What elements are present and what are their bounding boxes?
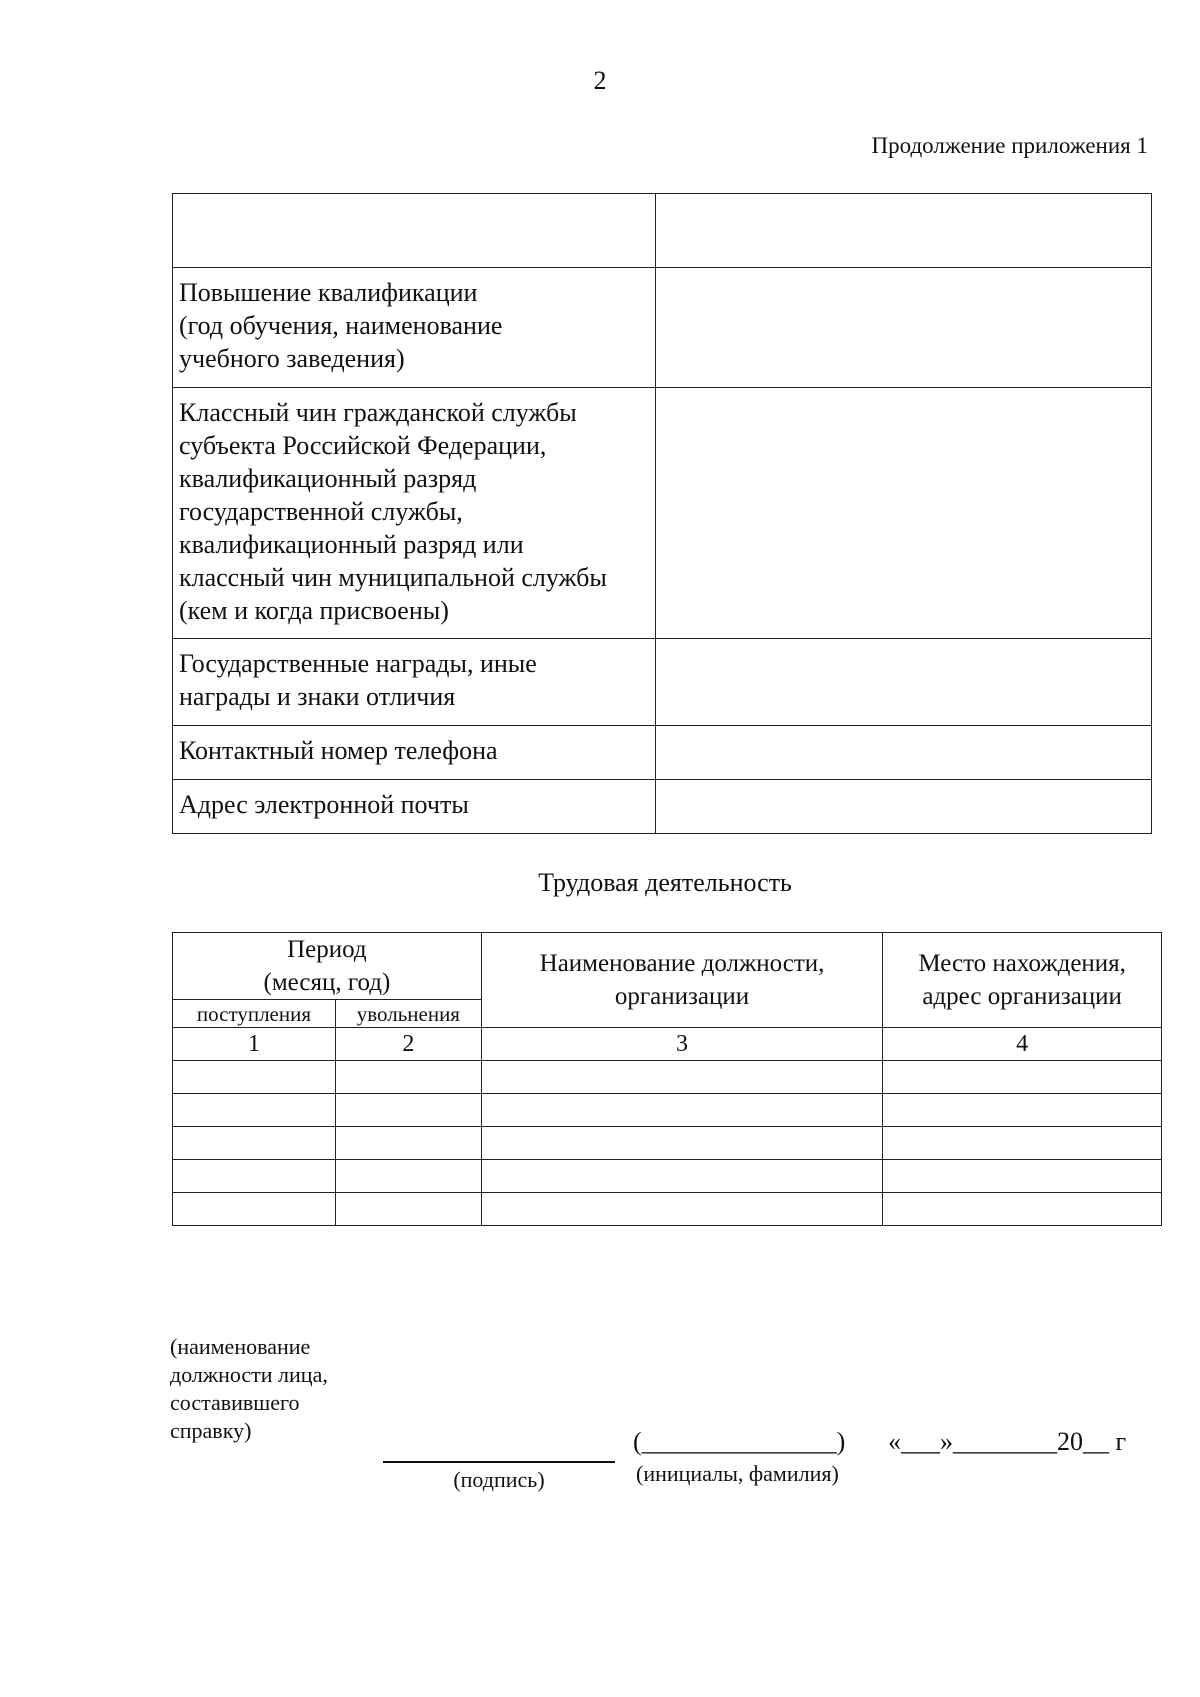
personal-info-table: [172, 193, 1152, 834]
work-section-title: Трудовая деятельность: [538, 868, 792, 897]
row-value-field[interactable]: [656, 268, 1152, 388]
row-value-field[interactable]: [656, 388, 1152, 639]
signature-line[interactable]: [383, 1461, 615, 1463]
table-cell[interactable]: [173, 1160, 336, 1193]
table-cell[interactable]: [173, 1127, 336, 1160]
row-label: Повышение квалификации (год обучения, наименование учебного заведения): [173, 268, 656, 388]
table-row: [173, 388, 1152, 639]
row-label: Государственные награды, иные награды и знаки отличия: [173, 639, 656, 726]
row-value-field[interactable]: [656, 726, 1152, 780]
position-header: Наименование должности, организации: [481, 933, 882, 1028]
table-cell[interactable]: [883, 1127, 1162, 1160]
table-row: [173, 1061, 1162, 1094]
table-cell[interactable]: [481, 1061, 882, 1094]
column-number: 2: [335, 1028, 481, 1061]
row-label: Классный чин гражданской службы субъекта Российской Федерации, квалификационный разряд государственной службы, квалификационный разряд или классный чин муниципальной службы (кем и когда присвоены): [173, 388, 656, 639]
table-cell[interactable]: [481, 1094, 882, 1127]
table-row: [173, 268, 1152, 388]
initials-field[interactable]: (_______________): [633, 1427, 846, 1456]
period-header: Период (месяц, год): [173, 933, 482, 1000]
composer-position-note: (наименование должности лица, составившего справку): [170, 1334, 328, 1443]
column-number: 4: [883, 1028, 1162, 1061]
row-label: [173, 194, 656, 268]
table-cell[interactable]: [335, 1127, 481, 1160]
row-value-field[interactable]: [656, 780, 1152, 834]
table-row: [173, 780, 1152, 834]
work-rows: [173, 1061, 1162, 1226]
table-cell[interactable]: [335, 1094, 481, 1127]
row-value-field[interactable]: [656, 639, 1152, 726]
table-cell[interactable]: [173, 1094, 336, 1127]
table-cell[interactable]: [173, 1061, 336, 1094]
start-date-header: поступления: [173, 1000, 336, 1028]
page-number: 2: [593, 66, 607, 95]
date-field[interactable]: «___»________20__ г: [888, 1427, 1127, 1456]
table-cell[interactable]: [481, 1193, 882, 1226]
row-value-field[interactable]: [656, 194, 1152, 268]
table-cell[interactable]: [481, 1160, 882, 1193]
work-history-table: [172, 932, 1162, 1226]
row-label: Контактный номер телефона: [173, 726, 656, 780]
table-cell[interactable]: [481, 1127, 882, 1160]
signature-caption: (подпись): [453, 1467, 545, 1492]
table-cell[interactable]: [335, 1061, 481, 1094]
table-row: [173, 1193, 1162, 1226]
row-label: Адрес электронной почты: [173, 780, 656, 834]
location-header: Место нахождения, адрес организации: [883, 933, 1162, 1028]
table-cell[interactable]: [173, 1193, 336, 1226]
table-row: [173, 1127, 1162, 1160]
column-number: 3: [481, 1028, 882, 1061]
table-cell[interactable]: [883, 1094, 1162, 1127]
appendix-note: Продолжение приложения 1: [871, 133, 1148, 158]
initials-caption: (инициалы, фамилия): [636, 1461, 839, 1486]
end-date-header: увольнения: [335, 1000, 481, 1028]
table-cell[interactable]: [883, 1193, 1162, 1226]
table-row: [173, 726, 1152, 780]
table-cell[interactable]: [883, 1160, 1162, 1193]
table-row: [173, 639, 1152, 726]
table-cell[interactable]: [883, 1061, 1162, 1094]
table-row: [173, 1160, 1162, 1193]
table-cell[interactable]: [335, 1193, 481, 1226]
table-row: [173, 194, 1152, 268]
table-cell[interactable]: [335, 1160, 481, 1193]
column-number: 1: [173, 1028, 336, 1061]
table-row: [173, 1094, 1162, 1127]
